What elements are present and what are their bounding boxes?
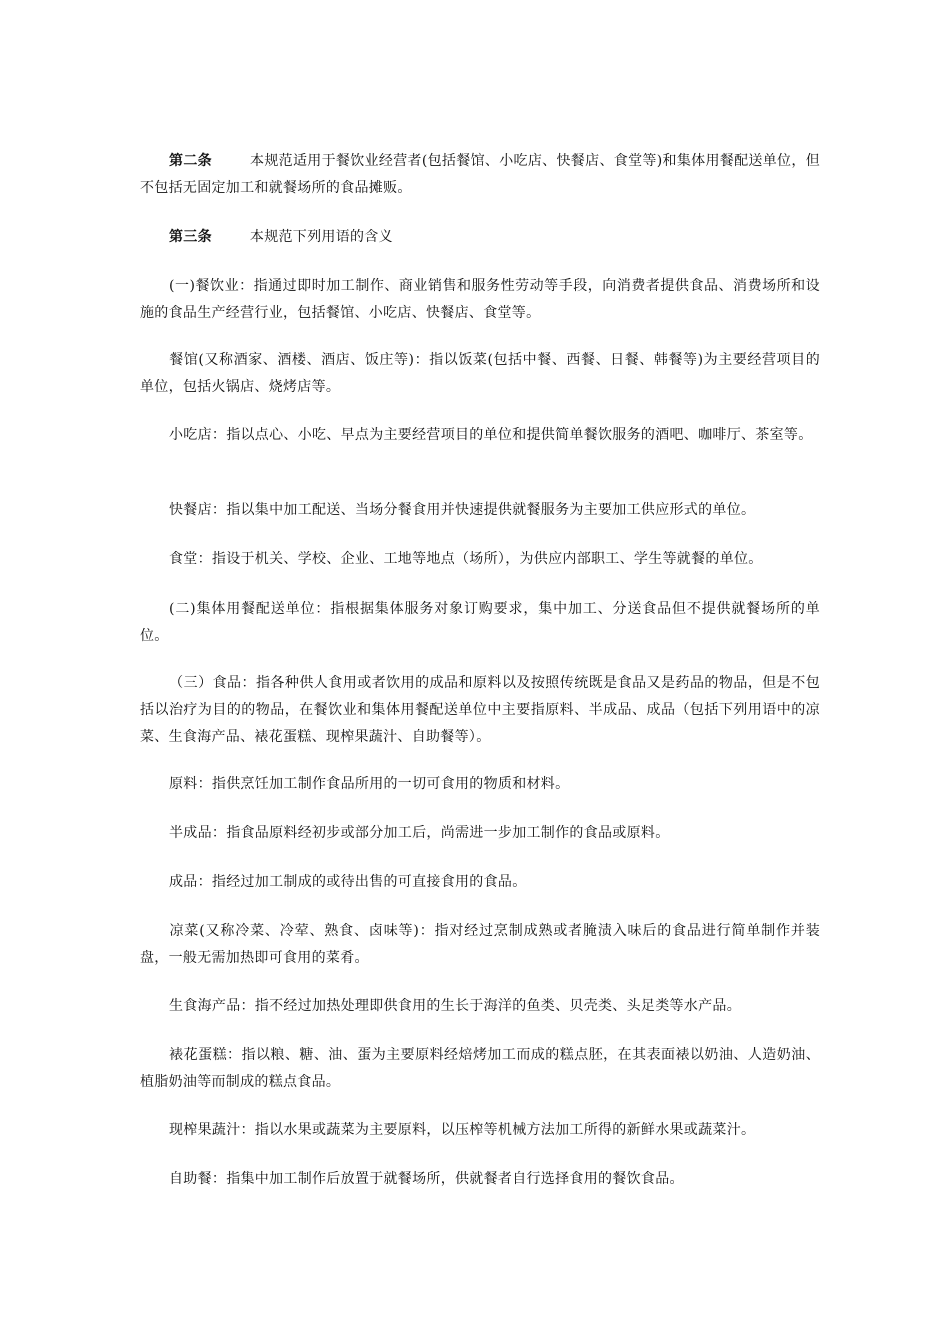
- definition-semi-finished: 半成品：指食品原料经初步或部分加工后，尚需进一步加工制作的食品或原料。: [169, 825, 670, 841]
- article-2-label: 第二条: [169, 153, 212, 169]
- definition-group-meal-delivery: (二)集体用餐配送单位：指根据集体服务对象订购要求，集中加工、分送食品但不提供就餐场所的单位。: [140, 601, 820, 644]
- article-3-label: 第三条: [169, 229, 212, 245]
- article-2-text: 本规范适用于餐饮业经营者(包括餐馆、小吃店、快餐店、食堂等)和集体用餐配送单位，但不包括无固定加工和就餐场所的食品摊贩。: [140, 153, 820, 196]
- definition-finished-product: 成品：指经过加工制成的或待出售的可直接食用的食品。: [169, 874, 527, 890]
- article-3-paragraph: [140, 224, 820, 251]
- definition-fast-food: 快餐店：指以集中加工配送、当场分餐食用并快速提供就餐服务为主要加工供应形式的单位。: [169, 502, 756, 518]
- definition-snack-bar: 小吃店：指以点心、小吃、早点为主要经营项目的单位和提供简单餐饮服务的酒吧、咖啡厅、茶室等。: [169, 427, 813, 443]
- definition-raw-materials: 原料：指供烹饪加工制作食品所用的一切可食用的物质和材料。: [169, 776, 570, 792]
- definition-canteen: 食堂：指设于机关、学校、企业、工地等地点（场所），为供应内部职工、学生等就餐的单位。: [169, 551, 763, 567]
- definition-cold-dishes: 凉菜(又称冷菜、冷荤、熟食、卤味等)：指对经过烹制成熟或者腌渍入味后的食品进行简单制作并装盘，一般无需加热即可食用的菜肴。: [140, 923, 820, 966]
- definition-fresh-juice: 现榨果蔬汁：指以水果或蔬菜为主要原料，以压榨等机械方法加工所得的新鲜水果或蔬菜汁。: [169, 1122, 756, 1138]
- article-2-paragraph: [140, 148, 820, 202]
- definition-buffet: 自助餐：指集中加工制作后放置于就餐场所，供就餐者自行选择食用的餐饮食品。: [169, 1171, 684, 1187]
- definition-raw-seafood: 生食海产品：指不经过加热处理即供食用的生长于海洋的鱼类、贝壳类、头足类等水产品。: [169, 998, 741, 1014]
- definition-catering-industry: (一)餐饮业：指通过即时加工制作、商业销售和服务性劳动等手段，向消费者提供食品、消费场所和设施的食品生产经营行业，包括餐馆、小吃店、快餐店、食堂等。: [140, 278, 820, 321]
- definition-restaurant: 餐馆(又称酒家、酒楼、酒店、饭庄等)：指以饭菜(包括中餐、西餐、日餐、韩餐等)为主要经营项目的单位，包括火锅店、烧烤店等。: [140, 352, 820, 395]
- definition-food: （三）食品：指各种供人食用或者饮用的成品和原料以及按照传统既是食品又是药品的物品，但是不包括以治疗为目的的物品，在餐饮业和集体用餐配送单位中主要指原料、半成品、成品（包括下列用语中的凉菜、生食海产品、裱花蛋糕、现榨果蔬汁、自助餐等）。: [140, 675, 820, 745]
- article-3-text: 本规范下列用语的含义: [249, 229, 393, 245]
- definition-decorated-cake: 裱花蛋糕：指以粮、糖、油、蛋为主要原料经焙烤加工而成的糕点胚，在其表面裱以奶油、人造奶油、植脂奶油等而制成的糕点食品。: [140, 1047, 820, 1090]
